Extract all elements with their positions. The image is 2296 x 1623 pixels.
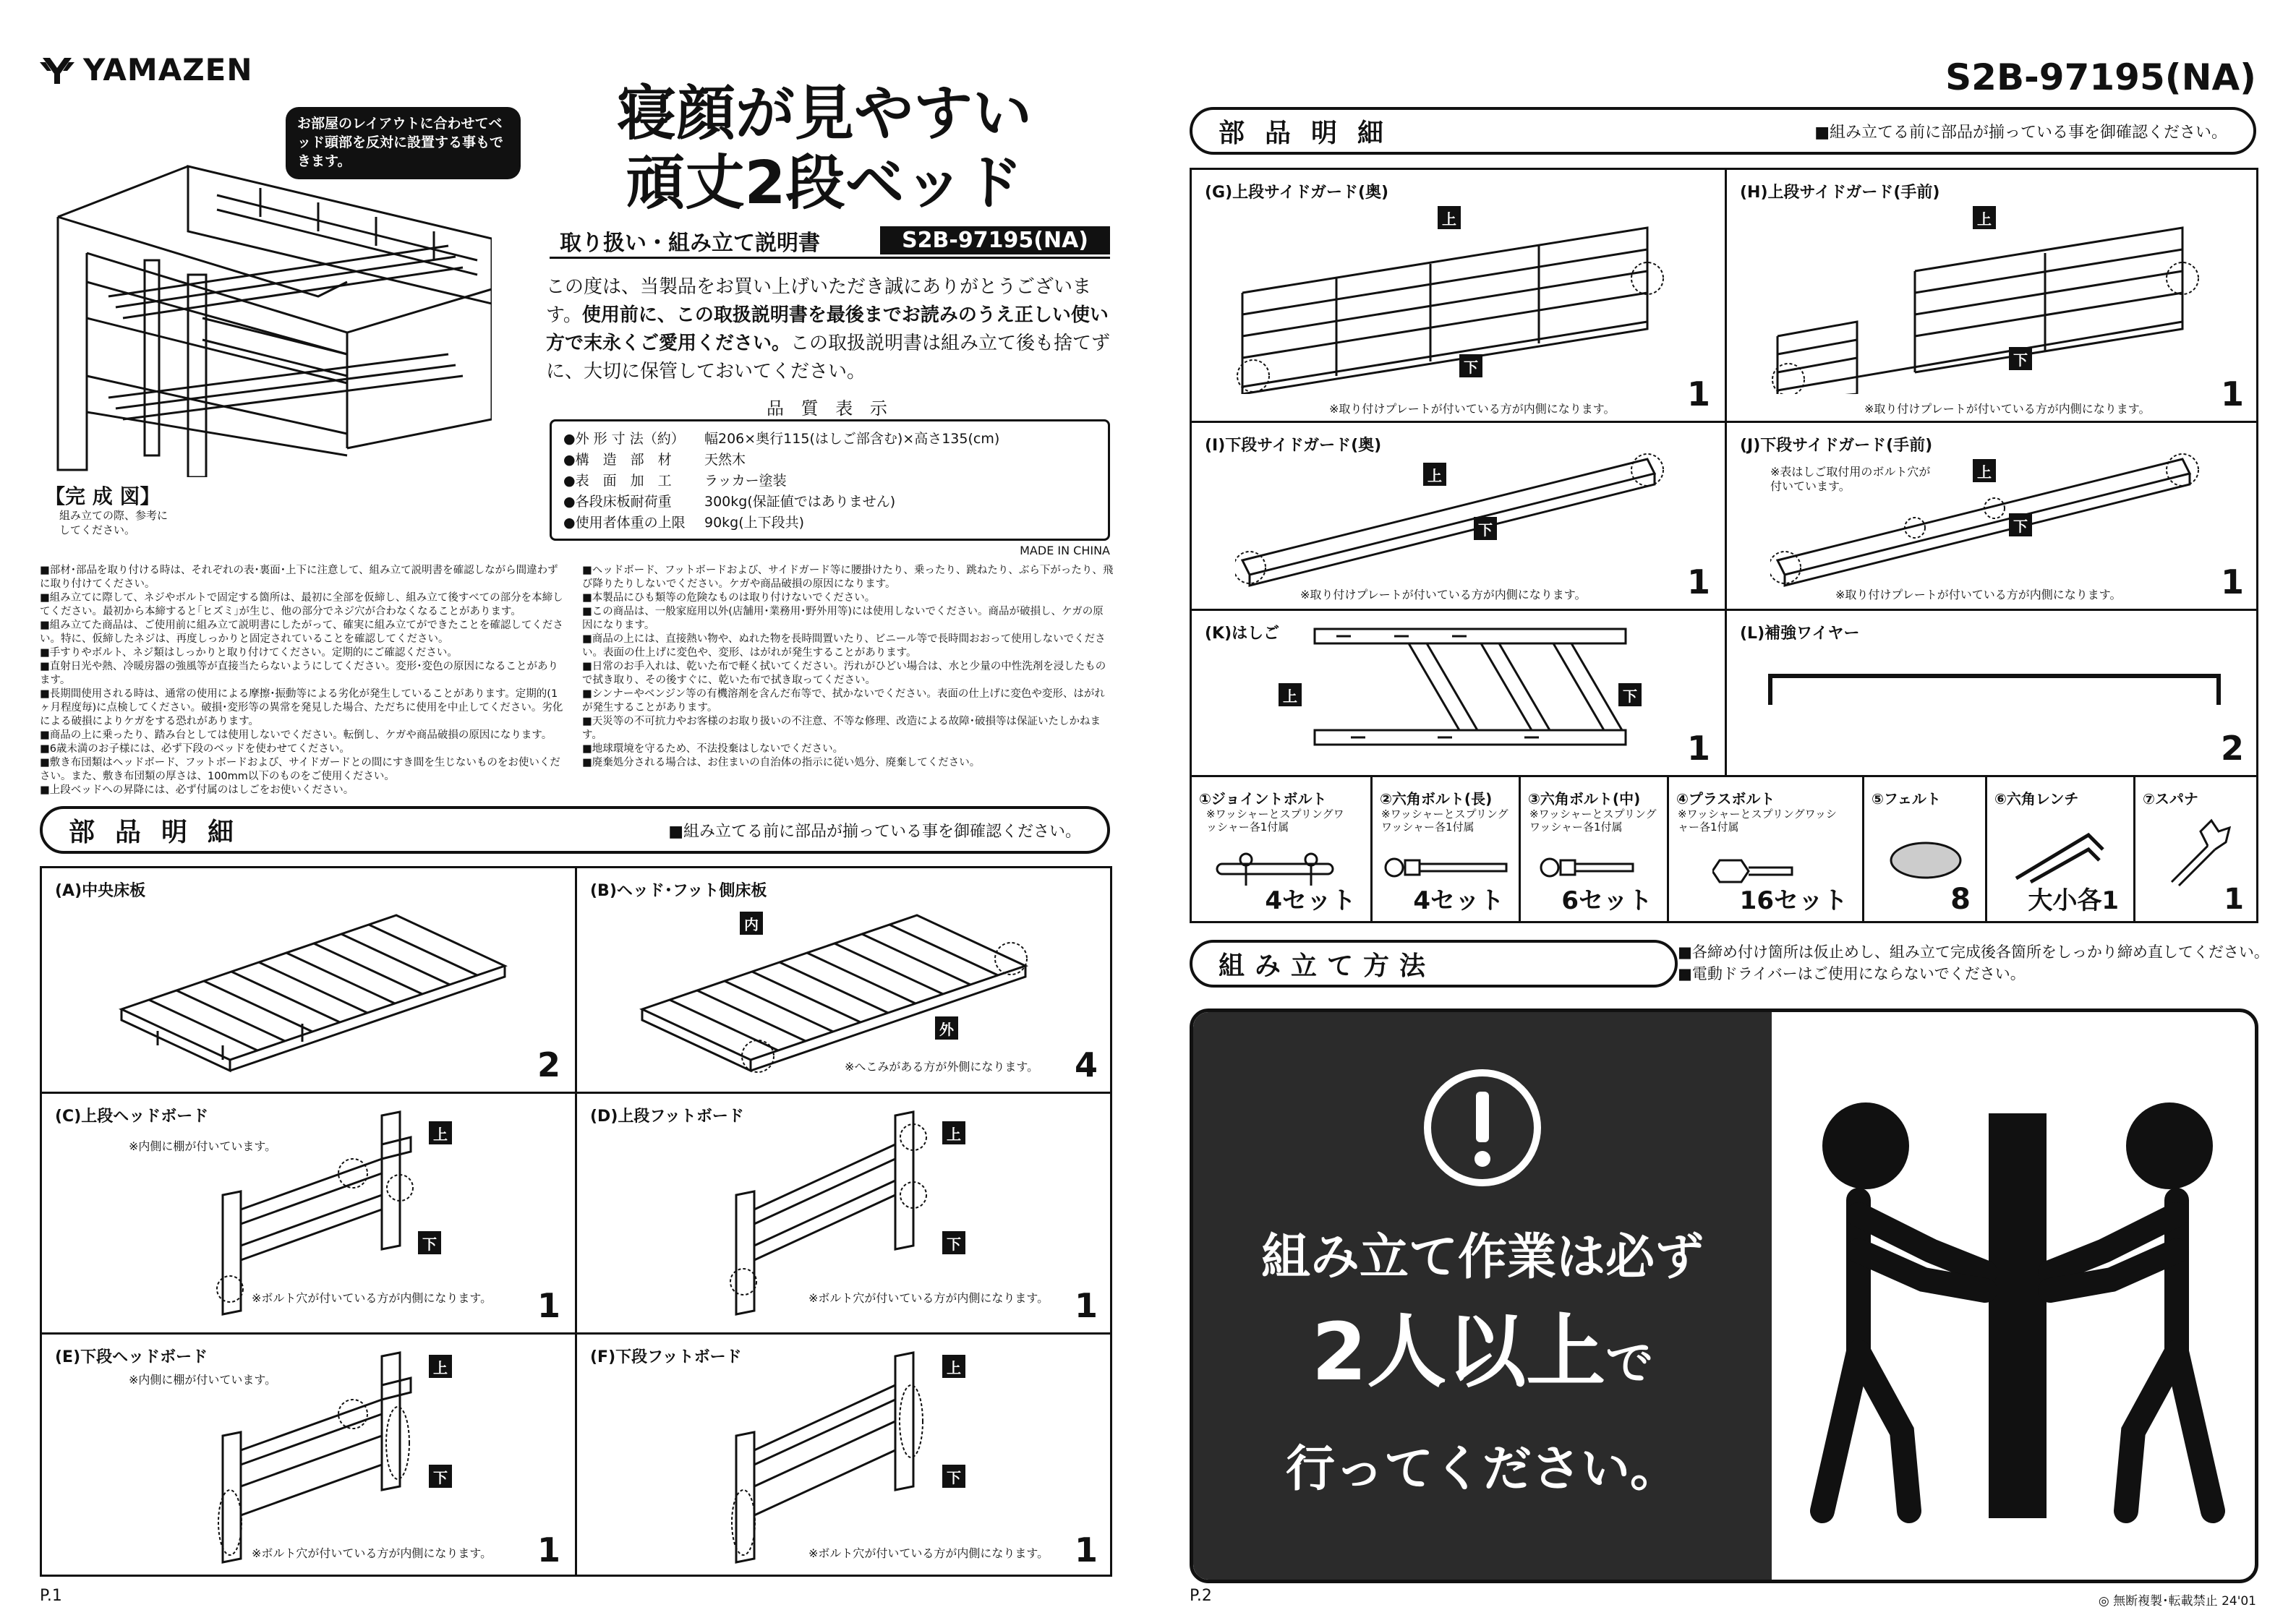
completed-note: 組み立ての際、参考にしてください。 [59,509,168,536]
plate-note: ※取り付けプレートが付いている方が内側になります。 [1864,402,2151,416]
callout-text: お部屋のレイアウトに合わせてベッド頭部を反対に設置する事もできます。 [297,116,504,169]
parts-header-title: 部品明細 [69,817,255,847]
brand-name: YAMAZEN [83,52,253,87]
manual-model: S2B-97195(NA) [880,226,1110,254]
assembly-notes [1678,941,2269,985]
brand-logo [40,52,253,87]
origin-label: MADE IN CHINA [1020,544,1110,557]
yamazen-logo-icon [40,55,74,85]
bolt-hole-note: ※ボルト穴が付いている方が内側になります。 [252,1291,492,1305]
hardware-1: ①ジョイントボルト ※ワッシャーとスプリングワッシャー各1付属 4セット [1192,777,1373,923]
bolt-hole-note: ※ボルト穴が付いている方が内側になります。 [252,1546,492,1560]
assembly-note-1: ■各締め付け箇所は仮止めし、組み立て完成後各箇所をしっかり締め直してください。 [1678,943,2269,961]
part-a: (A)中央床板 2 [42,868,577,1094]
top-tag: 上 [429,1355,452,1378]
top-tag: 上 [1438,206,1461,229]
quality-row: ●構 造 部 材 天然木 [563,452,746,468]
parts-grid-2 [1190,168,2258,923]
bottom-tag: 下 [1474,517,1497,540]
bottom-tag: 下 [2009,513,2032,536]
warning-text [1193,1218,1772,1509]
top-tag: 上 [1973,206,1996,229]
notes-right: ■ヘッドボード、フットボードおよび、サイドガード等に腰掛けたり、乗ったり、跳ねたり、ぶら下がったり、飛び降りたりしないでください。ケガや商品破損の原因になります。 ■本製品にひも類等の危険なものは取り付けないでください。 ■この商品は、一般家庭用以外(店舗用･業務用･野外用等)には使用しないでください。商品が破損し、ケガの原因になります。 ■商品の上には、直接熱い物や、ぬれた物を長時間置いたり、ビニール等で長時間おおって使用しないでください。表面の仕上げに変色や、変形、はがれが発生することがあります。 ■日常のお手入れは、乾いた布で軽く拭いてください。汚れがひどい場合は、水と少量の中性洗剤を浸したもので拭き取り、その後すぐに、乾いた布で拭き取ってください。 ■シンナーやベンジン等の有機溶剤を含んだ布等で、拭かないでください。表面の仕上げに変色や変形、はがれが発生することがあります。 ■天災等の不可抗力やお客様のお取り扱いの不注意、不等な修理、改造による故障･破損等は保証いたしかねます。 ■地球環境を守るため、不法投棄はしないでください。 ■廃棄処分される場合は、お住まいの自治体の指示に従い処分、廃棄してください。 [582,565,1114,768]
bunk-bed-illustration [43,137,492,477]
title-line2: 頑丈2段ベッド [626,149,1023,218]
assembly-title: 組み立て方法 [1219,951,1436,981]
quality-row: ●外 形 寸 法（約） 幅206×奥行115(はしご部含む)×高さ135(cm) [563,431,1000,447]
shelf-note: ※内側に棚が付いています。 [129,1139,277,1153]
lower-side-guard-back-drawing [1235,445,1683,589]
end-floorboard-drawing [635,901,1040,1074]
intro-p3: この取扱説明書は組み立て後も捨てずに、大切に保管しておいてください。 [546,333,1111,382]
part-d: (D)上段フットボード 上 下 ※ボルト穴が付いている方が内側になります。 1 [577,1094,1112,1335]
intro-text [546,273,1124,386]
hardware-2: ②六角ボルト(長) ※ワッシャーとスプリングワッシャー各1付属 4セット [1373,777,1521,923]
upper-side-guard-front-drawing [1770,213,2219,394]
warning-line3: 行ってください。 [1285,1441,1679,1498]
bolt-hole-note: ※ボルト穴が付いている方が内側になります。 [808,1291,1049,1305]
warning-panel [1190,1009,2258,1583]
part-e: (E)下段ヘッドボード 上 下 ※内側に棚が付いています。 ※ボルト穴が付いている方が内側になります。 1 [42,1335,577,1577]
quality-row: ●表 面 加 工 ラッカー塗装 [563,473,787,489]
manual-bar [550,224,1110,259]
felt-pad-icon [1886,839,1966,882]
intro-p1: この度は、当製品をお買い上げいただき誠にありがとうございます。 [546,276,1092,326]
spanner-icon [2157,817,2237,889]
bolt-hole-note: ※ボルト穴が付いている方が内側になります。 [808,1546,1049,1560]
part-h: (H)上段サイドガード(手前) 上 下 ※取り付けプレートが付いている方が内側になります。 1 [1727,170,2258,423]
parts-header-note: ■組み立てる前に部品が揃っている事を御確認ください。 [668,822,1081,841]
top-tag: 上 [1973,459,1996,482]
top-tag: 上 [942,1355,965,1378]
hardware-7: ⑦スパナ 1 [2143,790,2244,916]
model-number-top: S2B-97195(NA) [1945,56,2256,98]
copyright: ◎ 無断複製･転載禁止 24'01 [2098,1594,2256,1609]
quality-box [550,419,1110,541]
inner-tag: 内 [740,912,763,935]
assembly-note-2: ■電動ドライバーはご使用にならないでください。 [1678,965,2026,982]
parts-header-title: 部品明細 [1219,118,1404,148]
quality-title: 品 質 表 示 [767,398,893,419]
part-g: (G)上段サイドガード(奥) 上 下 ※取り付けプレートが付いている方が内側になります。 1 [1192,170,1727,423]
plate-note: ※取り付けプレートが付いている方が内側になります。 [1835,588,2122,601]
page-number-2: P.2 [1190,1587,1212,1605]
upper-footboard-drawing [722,1101,960,1318]
quality-row: ●使用者体重の上限 90kg(上下段共) [563,515,805,531]
intro-p2: 使用前に、この取扱説明書を最後までお読みのうえ正しい使い方で末永くご愛用ください。 [546,304,1109,354]
part-f: (F)下段フットボード 上 下 ※ボルト穴が付いている方が内側になります。 1 [577,1335,1112,1577]
exclamation-icon [1421,1066,1544,1189]
parts-header-note: ■組み立てる前に部品が揃っている事を御確認ください。 [1814,123,2227,142]
bottom-tag: 下 [2009,347,2032,370]
center-floorboard-drawing [114,901,519,1074]
plate-note: ※取り付けプレートが付いている方が内側になります。 [1300,588,1587,601]
two-people-carrying-icon [1793,1092,2242,1540]
outer-tag: 外 [935,1016,958,1040]
ladder-drawing [1307,622,1640,766]
completed-title: 【完 成 図】 [45,484,161,508]
hardware-3: ③六角ボルト(中) ※ワッシャーとスプリングワッシャー各1付属 6セット [1521,777,1669,923]
hex-wrench-icon [2009,821,2117,886]
hardware-5: ⑤フェルト 8 [1864,777,1987,923]
bottom-tag: 下 [1459,354,1482,377]
title-line1: 寝顔が見やすい [616,80,1032,148]
bottom-tag: 下 [418,1231,441,1254]
top-tag: 上 [942,1121,965,1144]
bottom-tag: 下 [942,1231,965,1254]
dent-note: ※へこみがある方が外側になります。 [845,1060,1039,1074]
parts-header-1 [40,806,1110,854]
part-c: (C)上段ヘッドボード 上 下 ※内側に棚が付いています。 ※ボルト穴が付いている方が内側になります。 1 [42,1094,577,1335]
quality-row: ●各段床板耐荷重 300kg(保証値ではありません) [563,494,896,510]
product-title [550,80,1099,218]
warning-line1: 組み立て作業は必ず [1260,1229,1704,1286]
bottom-tag: 下 [429,1465,452,1488]
hardware-6: ⑥六角レンチ 大小各1 [1987,777,2135,923]
part-j: (J)下段サイドガード(手前) 上 下 ※表はしご取付用のボルト穴が付いています。 ※取り付けプレートが付いている方が内側になります。 1 [1727,423,2258,611]
notes-left: ■部材･部品を取り付ける時は、それぞれの表･裏面･上下に注意して、組み立て説明書を確認しながら間違わずに取り付けてください。 ■組み立てに際して、ネジやボルトで固定する箇所は、最初に全部を仮締し、組み立て後すべての部分を本締してください。最初から本締すると｢ヒズミ｣が生じ、他の部分でネジ穴が合わなくなることがあります。 ■組み立てた商品は、ご使用前に組み立て説明書にしたがって、確実に組み立てができたことを確認してください。特に、仮締したネジは、再度しっかりと固定されていることを確認してください。 ■手すりやボルト、ネジ類はしっかりと取り付けてください。定期的にご確認ください。 ■直射日光や熱、冷暖房器の強風等が直接当たらないようにしてください。変形･変色の原因になることがあります。 ■長期間使用される時は、通常の使用による摩擦･振動等による劣化が発生していることがあります。定期的(1ヶ月程度毎)に点検してください。破損･変形等の異常を発見した場合、ただちに使用を中止してください。劣化による破損によりケガをする恐れがあります。 ■商品の上に乗ったり、踏み台としては使用しないでください。転倒し、ケガや商品破損の原因になります。 ■6歳未満のお子様には、必ず下段のベッドを使わせてください。 ■敷き布団類はヘッドボード、フットボードおよび、サイドガードとの間にすき間を生じないものをお使いください。また、敷き布団類の厚さは、100mm以下のものをご使用ください。 ■上段ベッドへの昇降には、必ず付属のはしごをお使いください。 [40,565,563,796]
plate-note: ※取り付けプレートが付いている方が内側になります。 [1329,402,1616,416]
upper-headboard-drawing [208,1101,447,1318]
parts-grid-1 [40,866,1112,1577]
lower-footboard-drawing [722,1342,960,1566]
bottom-tag: 下 [1618,683,1642,706]
reinforcing-wire-drawing [1763,669,2226,712]
warning-line2b: で [1605,1335,1654,1391]
part-l: (L)補強ワイヤー 2 [1727,611,2258,777]
parts-header-2 [1190,107,2256,155]
page-number-1: P.1 [40,1587,62,1605]
top-tag: 上 [429,1121,452,1144]
manual-label: 取り扱い・組み立て説明書 [560,230,820,256]
part-b: (B)ヘッド･フット側床板 内 外 ※へこみがある方が外側になります。 4 [577,868,1112,1094]
top-tag: 上 [1279,683,1302,706]
part-i: (I)下段サイドガード(奥) 上 下 ※取り付けプレートが付いている方が内側になります。 1 [1192,423,1727,611]
warning-line2a: 2人以上 [1311,1306,1606,1398]
shelf-note: ※内側に棚が付いています。 [129,1373,277,1387]
assembly-header [1190,940,1678,988]
hardware-4: ④プラスボルト ※ワッシャーとスプリングワッシャー各1付属 16セット [1669,777,1864,923]
ladder-bolt-note: ※表はしご取付用のボルト穴が付いています。 [1770,465,1931,493]
part-k: (K)はしご 上 下 1 [1192,611,1727,777]
bottom-tag: 下 [942,1465,965,1488]
top-tag: 上 [1423,463,1446,486]
